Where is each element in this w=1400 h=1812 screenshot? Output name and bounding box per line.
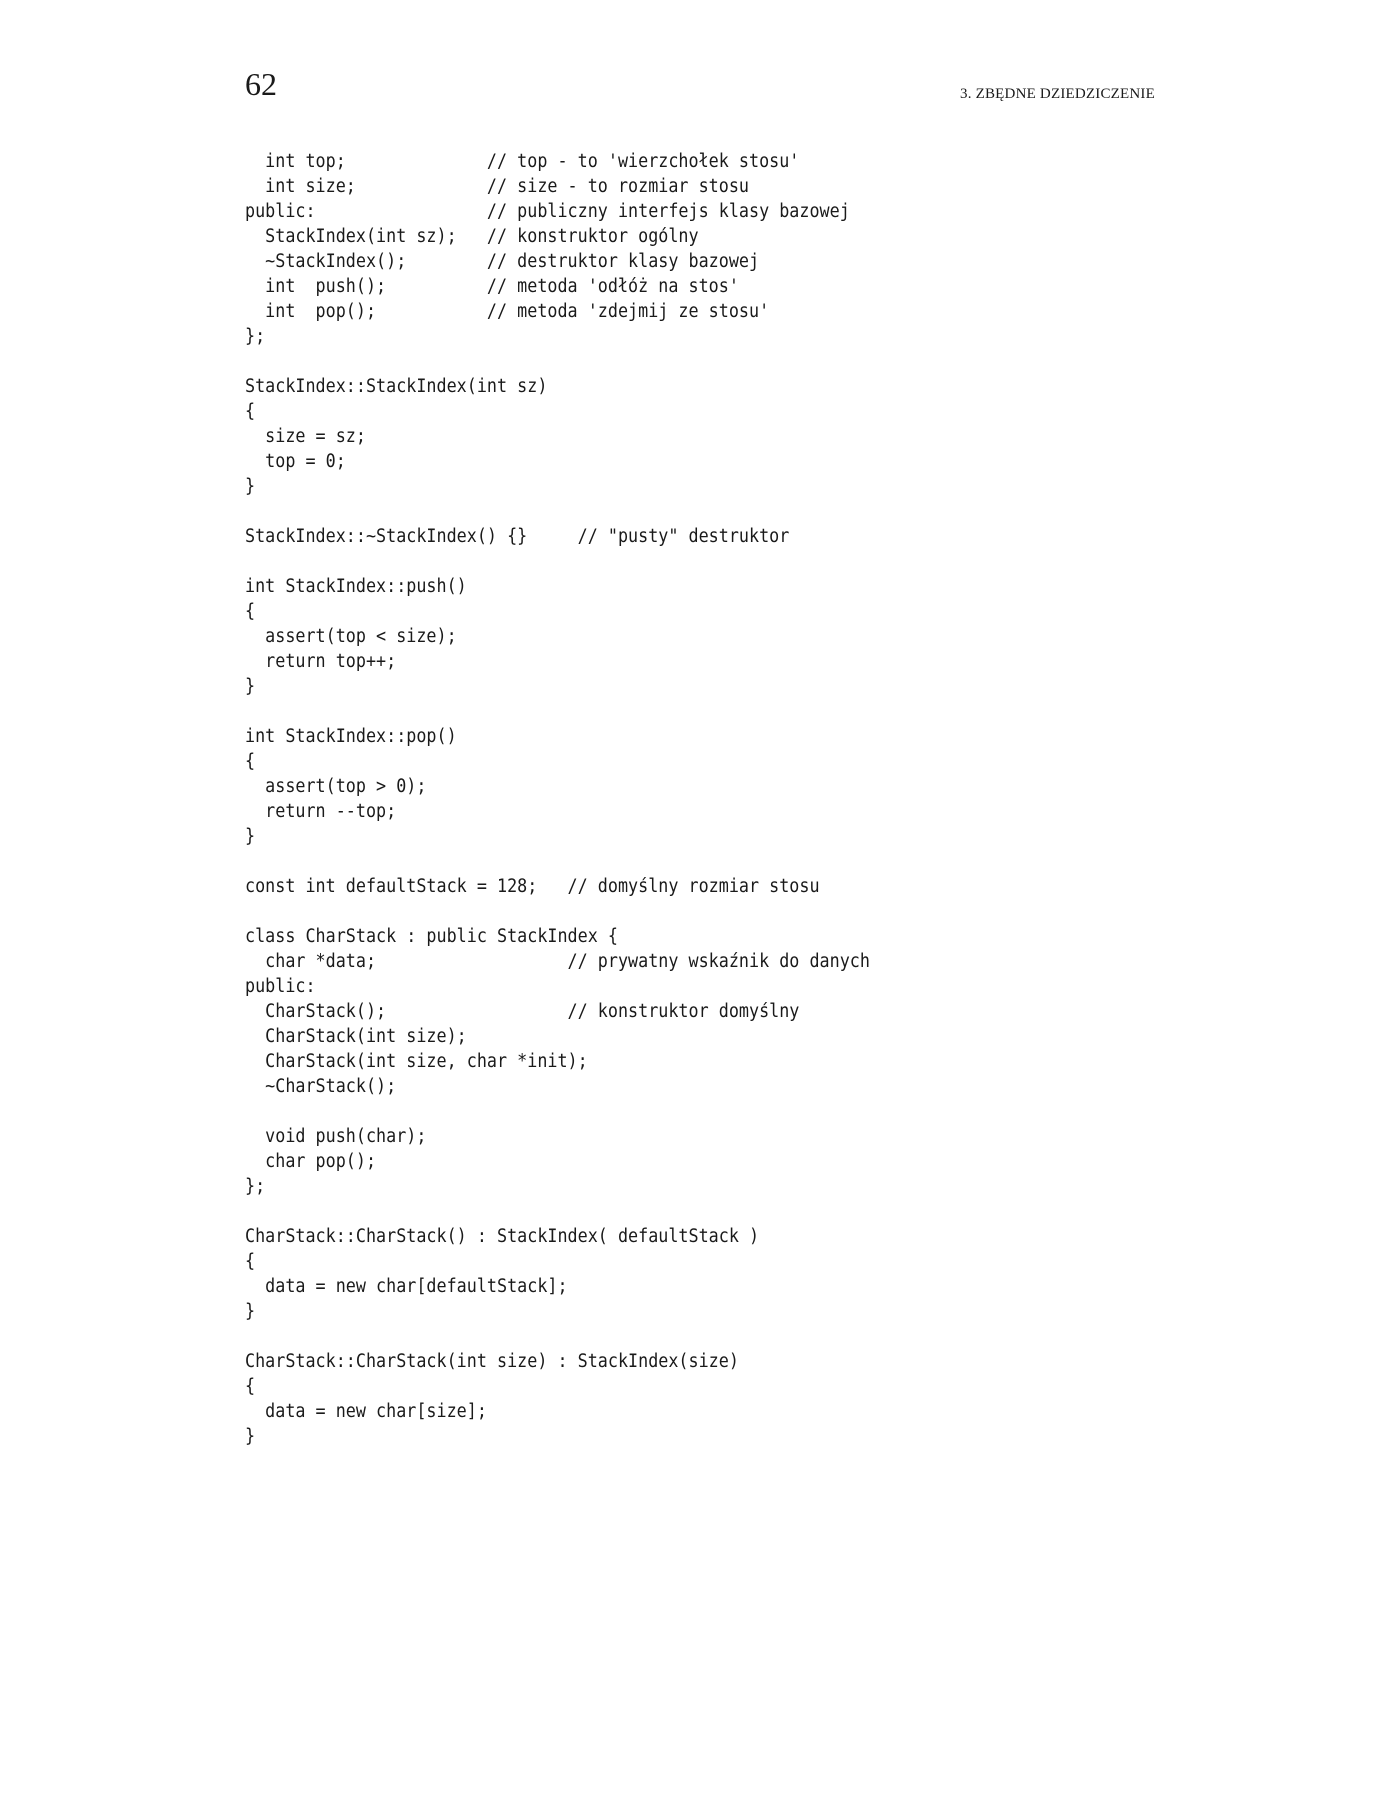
code-line: CharStack(int size); (245, 1026, 467, 1047)
code-line (245, 349, 870, 374)
code-line: }; (245, 326, 266, 347)
code-line: assert(top < size); (245, 626, 457, 647)
code-line: { (245, 1376, 256, 1397)
code-line: CharStack(int size, char *init); (245, 1051, 588, 1072)
code-line: CharStack::CharStack() : StackIndex( defaultStack ) (245, 1226, 760, 1247)
code-line: CharStack(); // konstruktor domyślny (245, 1001, 800, 1022)
code-line: int push(); // metoda 'odłóż na stos' (245, 276, 739, 297)
code-listing (245, 149, 870, 1449)
code-line (245, 1324, 870, 1349)
code-line: { (245, 601, 256, 622)
code-line: } (245, 1426, 256, 1447)
code-line: int pop(); // metoda 'zdejmij ze stosu' (245, 301, 770, 322)
code-line: int StackIndex::pop() (245, 726, 457, 747)
code-line: } (245, 676, 256, 697)
code-line: ~StackIndex(); // destruktor klasy bazowej (245, 251, 760, 272)
code-line: size = sz; (245, 426, 366, 447)
code-line: int StackIndex::push() (245, 576, 467, 597)
page-number: 62 (245, 66, 277, 102)
code-line: CharStack::CharStack(int size) : StackIndex(size) (245, 1351, 739, 1372)
code-line: public: // publiczny interfejs klasy bazowej (245, 201, 850, 222)
code-line: } (245, 1301, 256, 1322)
code-line: { (245, 401, 256, 422)
code-line: } (245, 826, 256, 847)
code-line: { (245, 1251, 256, 1272)
code-line (245, 699, 870, 724)
code-line (245, 549, 870, 574)
code-line: class CharStack : public StackIndex { (245, 926, 618, 947)
code-line: assert(top > 0); (245, 776, 427, 797)
code-line: return top++; (245, 651, 397, 672)
code-line: return --top; (245, 801, 397, 822)
code-line (245, 1099, 870, 1124)
code-line: StackIndex(int sz); // konstruktor ogólny (245, 226, 699, 247)
code-line: int size; // size - to rozmiar stosu (245, 176, 750, 197)
code-line: } (245, 476, 256, 497)
code-line: }; (245, 1176, 266, 1197)
code-line (245, 499, 870, 524)
code-line (245, 1199, 870, 1224)
code-line: void push(char); (245, 1126, 427, 1147)
code-line: char *data; // prywatny wskaźnik do danych (245, 951, 870, 972)
code-line (245, 899, 870, 924)
code-line: int top; // top - to 'wierzchołek stosu' (245, 151, 800, 172)
code-line: ~CharStack(); (245, 1076, 397, 1097)
code-line: StackIndex::StackIndex(int sz) (245, 376, 548, 397)
code-line: const int defaultStack = 128; // domyślny rozmiar stosu (245, 876, 820, 897)
code-line: { (245, 751, 256, 772)
code-line: StackIndex::~StackIndex() {} // "pusty" destruktor (245, 526, 790, 547)
code-line (245, 849, 870, 874)
code-line: data = new char[size]; (245, 1401, 487, 1422)
code-line: data = new char[defaultStack]; (245, 1276, 568, 1297)
code-line: public: (245, 976, 316, 997)
code-line: top = 0; (245, 451, 346, 472)
code-line: char pop(); (245, 1151, 377, 1172)
chapter-running-header: 3. ZBĘDNE DZIEDZICZENIE (960, 86, 1155, 102)
